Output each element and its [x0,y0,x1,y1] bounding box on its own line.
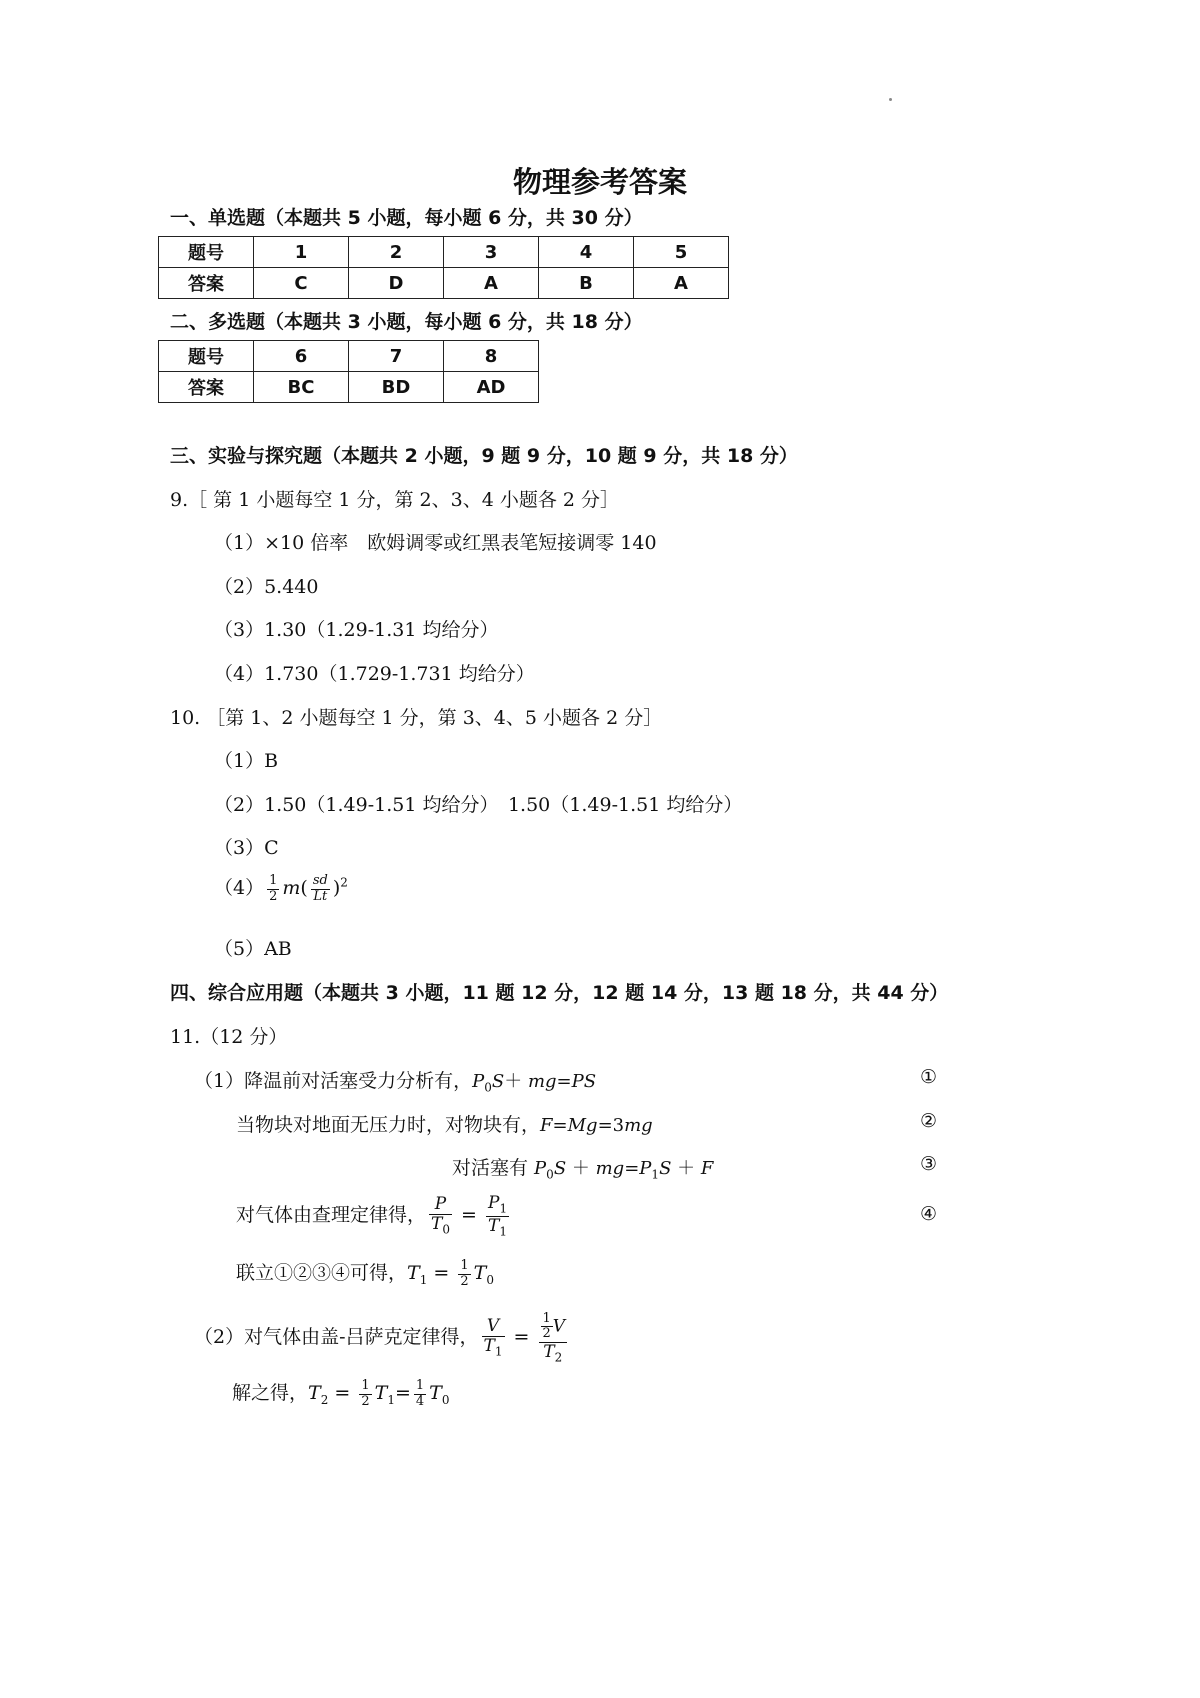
question-number: 5 [634,237,729,268]
q11-line-3: 对活塞有 $P_0S + mg=P_1S + F$ [452,1157,714,1182]
row-label: 答案 [159,268,254,299]
q11-line-6-text: （2）对气体由盖-吕萨克定律得， [194,1326,479,1349]
question-number: 7 [349,341,444,372]
single-choice-table [158,236,729,299]
question-number: 4 [539,237,634,268]
q11-line-6: （2）对气体由盖-吕萨克定律得， $\frac{V}{T_1}$ = $\frac{1}{2}$ V $T_2$ [194,1311,566,1364]
equation-mark: ① [920,1066,938,1088]
q10-answer-3: （3）C [214,837,279,859]
q11-line-2-text: 当物块对地面无压力时，对物块有， [236,1114,541,1136]
q11-line-5-text: 联立①②③④可得， [236,1262,408,1284]
answer-cell: AD [444,372,539,403]
section2-heading: 二、多选题（本题共 3 小题，每小题 6 分，共 18 分） [170,311,643,333]
table-row [159,237,729,268]
q11-line-2: 当物块对地面无压力时，对物块有，F=Mg=3mg [236,1114,653,1136]
question-number: 6 [254,341,349,372]
equation-mark: ④ [920,1203,938,1225]
q10-answer-5: （5）AB [214,938,292,960]
q11-line-5: 联立①②③④可得，$T_1$ = $\frac{1}{2}$ $T_0$ [236,1258,494,1289]
q9-answer-3: （3）1.30（1.29-1.31 均给分） [214,619,499,641]
q11-line-4: 对气体由查理定律得， $\frac{P}{T_0}$ = $\frac{P_1}{T_1}$ [236,1193,508,1238]
question-number: 3 [444,237,539,268]
question-number: 8 [444,341,539,372]
fraction: $\frac{P_1}{T_1}$ [488,1193,508,1238]
fraction: $\frac{1}{4}$ [415,1378,425,1409]
q10-answer-4: （4） $\frac{1}{2}$ m( $\frac{sd}{Lt}$ )$^2$ [214,873,348,904]
q11-line-4-text: 对气体由查理定律得， [236,1204,427,1227]
table-row [159,372,539,403]
fraction: $\frac{1}{2}$ [460,1258,469,1289]
q11-line-1-text: （1）降温前对活塞受力分析有， [194,1070,473,1092]
q11-line-7: 解之得，$T_2$ = $\frac{1}{2}$ $T_1=$ $\frac{1}{4}$ $T_0$ [232,1378,450,1409]
q11-line-7-text: 解之得， [232,1382,309,1404]
fraction: $\frac{1}{2}$ [269,873,278,904]
section4-heading: 四、综合应用题（本题共 3 小题，11 题 12 分，12 题 14 分，13 题 18 分，共 44 分） [170,982,949,1004]
fraction: $\frac{1}{2}$ [361,1378,370,1409]
page-title: 物理参考答案 [512,165,687,199]
section3-heading: 三、实验与探究题（本题共 2 小题，9 题 9 分，10 题 9 分，共 18 分） [170,445,798,467]
answer-cell: BC [254,372,349,403]
fraction: $\frac{P}{T_0}$ [431,1194,450,1237]
answer-cell: A [444,268,539,299]
scan-dot [889,98,892,101]
equation-mark: ② [920,1110,938,1132]
row-label: 题号 [159,341,254,372]
answer-cell: A [634,268,729,299]
q9-answer-4: （4）1.730（1.729-1.731 均给分） [214,663,535,685]
answer-cell: C [254,268,349,299]
fraction: $\frac{sd}{Lt}$ [312,873,328,904]
equation-mark: ③ [920,1153,938,1175]
q10-answer-4-label: （4） [214,877,265,899]
section1-heading: 一、单选题（本题共 5 小题，每小题 6 分，共 30 分） [170,207,643,229]
q11-line-1: （1）降温前对活塞受力分析有，$P_0S+ mg=PS$ [194,1070,597,1095]
q11-header: 11.（12 分） [170,1026,288,1048]
multi-choice-table [158,340,539,403]
row-label: 答案 [159,372,254,403]
row-label: 题号 [159,237,254,268]
q10-answer-1: （1）B [214,750,279,772]
answer-cell: BD [349,372,444,403]
table-row [159,341,539,372]
q10-header: 10. ［第 1、2 小题每空 1 分，第 3、4、5 小题各 2 分］ [170,707,663,729]
answer-cell: D [349,268,444,299]
question-number: 2 [349,237,444,268]
q9-header: 9.［ 第 1 小题每空 1 分，第 2、3、4 小题各 2 分］ [170,489,620,511]
q9-answer-2: （2）5.440 [214,576,319,598]
answer-cell: B [539,268,634,299]
q10-answer-2: （2）1.50（1.49-1.51 均给分） 1.50（1.49-1.51 均给分） [214,794,743,816]
q11-line-3-text: 对活塞有 [452,1157,535,1179]
fraction: $\frac{V}{T_1}$ [483,1316,503,1359]
q9-answer-1: （1）×10 倍率 欧姆调零或红黑表笔短接调零 140 [214,532,657,554]
question-number: 1 [254,237,349,268]
table-row [159,268,729,299]
fraction: $\frac{1}{2}$ V $T_2$ [539,1312,568,1364]
